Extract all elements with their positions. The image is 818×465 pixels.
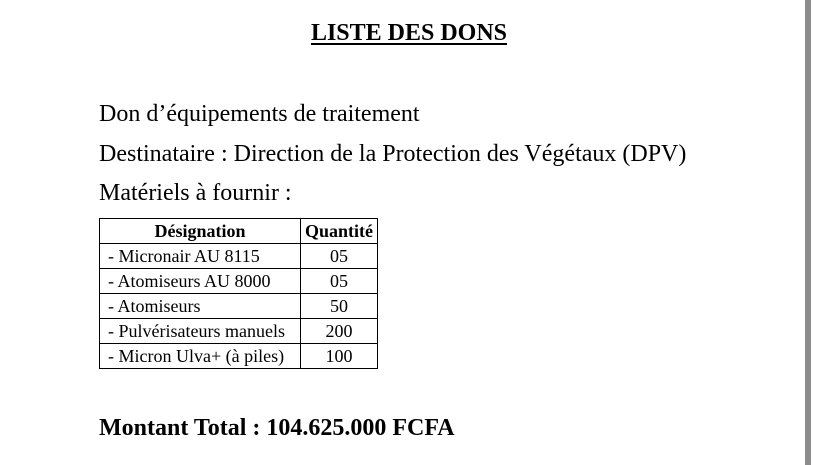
- materials-table: [99, 218, 378, 369]
- column-header-designation: Désignation: [100, 219, 301, 244]
- vertical-scrollbar[interactable]: [805, 0, 811, 465]
- table-header-row: [100, 219, 378, 244]
- cell-quantite: 100: [301, 344, 378, 369]
- cell-designation: - Micron Ulva+ (à piles): [100, 344, 301, 369]
- table-row: [100, 319, 378, 344]
- cell-quantite: 05: [301, 269, 378, 294]
- cell-designation: - Atomiseurs AU 8000: [100, 269, 301, 294]
- column-header-quantite: Quantité: [301, 219, 378, 244]
- cell-designation: - Micronair AU 8115: [100, 244, 301, 269]
- cell-quantite: 05: [301, 244, 378, 269]
- table-row: [100, 244, 378, 269]
- cell-designation: - Atomiseurs: [100, 294, 301, 319]
- table-row: [100, 344, 378, 369]
- cell-quantite: 50: [301, 294, 378, 319]
- total-amount: Montant Total : 104.625.000 FCFA: [99, 415, 455, 441]
- materials-label: Matériels à fournir :: [99, 180, 292, 206]
- cell-designation: - Pulvérisateurs manuels: [100, 319, 301, 344]
- donation-subject: Don d’équipements de traitement: [99, 101, 420, 127]
- document-title: LISTE DES DONS: [310, 20, 508, 46]
- table-row: [100, 269, 378, 294]
- table-row: [100, 294, 378, 319]
- cell-quantite: 200: [301, 319, 378, 344]
- recipient-line: Destinataire : Direction de la Protection des Végétaux (DPV): [99, 141, 687, 167]
